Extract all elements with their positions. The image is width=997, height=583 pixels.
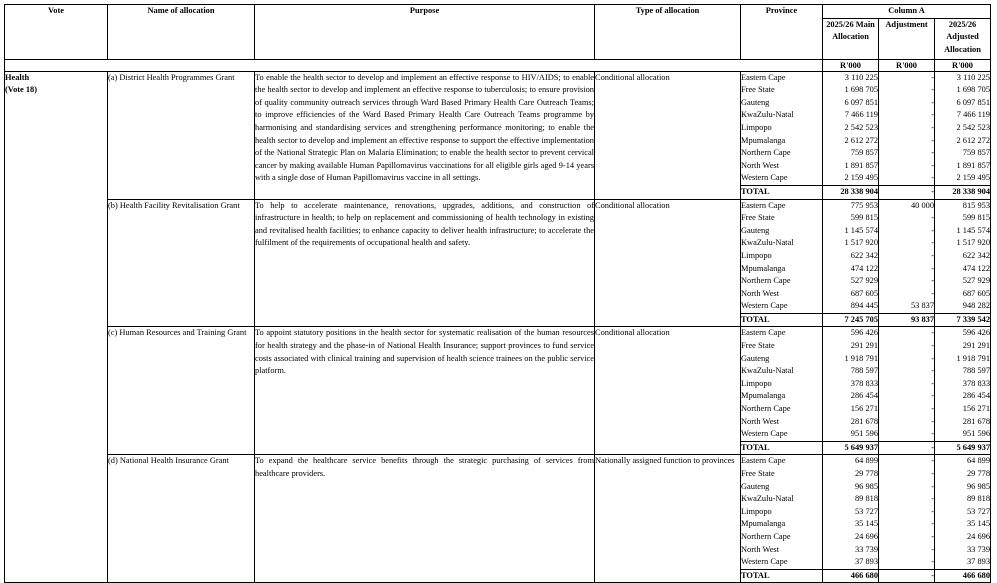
adjustment-value: 53 837	[879, 300, 935, 313]
adjustment-value: -	[879, 275, 935, 288]
adjusted-allocation-value: 687 605	[962, 288, 990, 298]
allocation-name: (c) Human Resources and Training Grant	[108, 327, 255, 455]
main-allocation-value: 775 953	[823, 199, 879, 212]
adjusted-allocation-value: 466 680	[935, 569, 991, 583]
province-name: TOTAL	[741, 185, 823, 199]
allocation-name: (b) Health Facility Revitalisation Grant	[108, 199, 255, 327]
province-name: Gauteng	[741, 481, 823, 494]
main-allocation-value: 281 678	[823, 416, 879, 429]
main-allocation-value: 291 291	[823, 340, 879, 353]
province-name: Gauteng	[741, 97, 823, 110]
adjustment-value: -	[879, 147, 935, 160]
adjustment-value: -	[879, 403, 935, 416]
adjustment-value: -	[879, 556, 935, 569]
adjusted-allocation-value: 29 778	[966, 469, 990, 478]
allocation-type: Conditional allocation	[595, 71, 741, 199]
adjustment-value: -	[879, 531, 935, 544]
adjusted-allocation-value: 3 110 225	[956, 72, 990, 82]
table-body	[5, 59, 991, 583]
adjusted-allocation-value: 1 517 920	[956, 238, 990, 248]
units-cell-vote	[5, 59, 108, 71]
main-allocation-value: 527 929	[823, 275, 879, 288]
allocation-type: Nationally assigned function to provinces	[595, 455, 741, 583]
adjustment-value: -	[879, 135, 935, 148]
main-allocation-value: 7 245 705	[823, 313, 879, 327]
header-column-a: Column A	[823, 5, 991, 19]
adjustment-value: -	[879, 468, 935, 481]
main-allocation-value: 6 097 851	[823, 97, 879, 110]
adjustment-value: -	[879, 250, 935, 263]
main-allocation-value: 37 893	[823, 556, 879, 569]
adjustment-value: -	[879, 97, 935, 110]
province-name: TOTAL	[741, 313, 823, 327]
adjustment-value: -	[879, 390, 935, 403]
adjustment-value: -	[879, 185, 935, 199]
adjusted-allocation-value: 788 597	[962, 366, 990, 376]
province-row	[5, 327, 991, 340]
adjustment-value: -	[879, 160, 935, 173]
adjustment-value: -	[879, 237, 935, 250]
main-allocation-value: 53 727	[823, 506, 879, 519]
province-name: Limpopo	[741, 122, 823, 135]
unit-adjustment: R'000	[879, 59, 935, 71]
main-allocation-value: 1 145 574	[823, 225, 879, 238]
adjusted-allocation-value: 1 145 574	[956, 225, 990, 235]
adjusted-allocation-value: 2 542 523	[956, 122, 990, 132]
province-name: North West	[741, 416, 823, 429]
province-name: Mpumalanga	[741, 263, 823, 276]
adjusted-allocation-value: 24 696	[966, 531, 990, 541]
header-main-allocation: 2025/26 Main Allocation	[823, 18, 879, 59]
main-allocation-value: 96 985	[823, 481, 879, 494]
province-name: Western Cape	[741, 428, 823, 441]
province-name: North West	[741, 288, 823, 301]
province-name: Northern Cape	[741, 403, 823, 416]
adjusted-allocation-value: 1 891 857	[956, 160, 990, 170]
province-name: Mpumalanga	[741, 390, 823, 403]
adjustment-value: -	[879, 544, 935, 557]
adjusted-allocation-value: 1 698 705	[956, 85, 990, 95]
province-name: Northern Cape	[741, 531, 823, 544]
province-name: Free State	[741, 212, 823, 225]
allocation-purpose: To appoint statutory positions in the health sector for systematic realisation of the human resources for health strategy and the phase-in of National Health Insurance; support provinces to fund service costs associated with clinical training and supervision of health science trainees on the public service platform.	[255, 327, 595, 455]
province-name: KwaZulu-Natal	[741, 109, 823, 122]
adjusted-allocation-value: 951 596	[962, 429, 990, 439]
province-name: Free State	[741, 340, 823, 353]
province-name: Eastern Cape	[741, 455, 823, 468]
main-allocation-value: 1 891 857	[823, 160, 879, 173]
province-name: KwaZulu-Natal	[741, 365, 823, 378]
adjusted-allocation-value: 599 815	[962, 213, 990, 223]
main-allocation-value: 1 517 920	[823, 237, 879, 250]
adjusted-allocation-value: 759 857	[962, 148, 990, 158]
adjusted-allocation-value: 35 145	[966, 519, 990, 529]
adjustment-value: -	[879, 416, 935, 429]
province-name: Limpopo	[741, 250, 823, 263]
adjustment-value: -	[879, 84, 935, 97]
units-cell-type	[595, 59, 741, 71]
adjustment-value: -	[879, 481, 935, 494]
province-name: Eastern Cape	[741, 327, 823, 340]
header-name-of-allocation: Name of allocation	[108, 5, 255, 60]
province-name: KwaZulu-Natal	[741, 493, 823, 506]
province-name: Limpopo	[741, 378, 823, 391]
adjusted-allocation-value: 281 678	[962, 416, 990, 426]
unit-main: R'000	[823, 59, 879, 71]
adjustment-value: -	[879, 109, 935, 122]
main-allocation-value: 466 680	[823, 569, 879, 583]
main-allocation-value: 474 122	[823, 263, 879, 276]
province-name: Free State	[741, 84, 823, 97]
province-name: Northern Cape	[741, 275, 823, 288]
main-allocation-value: 687 605	[823, 288, 879, 301]
adjusted-allocation-value: 37 893	[966, 557, 990, 567]
adjusted-allocation-value: 596 426	[962, 328, 990, 338]
main-allocation-value: 5 649 937	[823, 441, 879, 455]
adjustment-value: 40 000	[879, 199, 935, 212]
main-allocation-value: 622 342	[823, 250, 879, 263]
adjustment-value: -	[879, 340, 935, 353]
adjustment-value: -	[879, 71, 935, 84]
adjusted-allocation-value: 291 291	[962, 341, 990, 351]
province-name: TOTAL	[741, 441, 823, 455]
main-allocation-value: 64 899	[823, 455, 879, 468]
adjustment-value: -	[879, 172, 935, 185]
province-row	[5, 71, 991, 84]
province-name: Gauteng	[741, 353, 823, 366]
main-allocation-value: 1 698 705	[823, 84, 879, 97]
allocation-purpose: To enable the health sector to develop and implement an effective response to HIV/AIDS; to enable the health sector to develop and implement an effective response to tuberculosis; to ensure provision of quality community outreach services through Ward Based Primary Health Care Outreach Teams; to improve efficiencies of the Ward Based Primary Health Care Outreach Teams programme by harmonising and standardising services and strengthening performance monitoring; to enable the health sector to develop and implement an effective response to support the effective implementation of the National Strategic Plan on Malaria Elimination; to enable the health sector to prevent cervical cancer by making available Human Papillomavirus vaccinations for all eligible girls aged 9-14 years with a single dose of Human Papillomavirus vaccine in all settings.	[255, 71, 595, 199]
province-name: Limpopo	[741, 506, 823, 519]
adjustment-value: -	[879, 353, 935, 366]
adjusted-allocation-value: 156 271	[962, 404, 990, 414]
main-allocation-value: 286 454	[823, 390, 879, 403]
province-name: Free State	[741, 468, 823, 481]
adjustment-value: -	[879, 506, 935, 519]
units-cell-purpose	[255, 59, 595, 71]
main-allocation-value: 24 696	[823, 531, 879, 544]
adjustment-value: -	[879, 327, 935, 340]
adjusted-allocation-value: 815 953	[962, 200, 990, 210]
allocation-type: Conditional allocation	[595, 199, 741, 327]
adjusted-allocation-value: 96 985	[966, 481, 990, 491]
province-name: Mpumalanga	[741, 135, 823, 148]
main-allocation-value: 378 833	[823, 378, 879, 391]
header-adjustment: Adjustment	[879, 18, 935, 59]
adjustment-value: -	[879, 455, 935, 468]
main-allocation-value: 2 612 272	[823, 135, 879, 148]
adjustment-value: -	[879, 122, 935, 135]
vote-number: (Vote 18)	[5, 85, 38, 95]
allocation-type: Conditional allocation	[595, 327, 741, 455]
adjusted-allocation-value: 2 159 495	[956, 173, 990, 183]
vote-name: Health	[5, 72, 30, 82]
table-header	[5, 5, 991, 60]
province-name: Gauteng	[741, 225, 823, 238]
main-allocation-value: 951 596	[823, 428, 879, 441]
main-allocation-value: 33 739	[823, 544, 879, 557]
main-allocation-value: 599 815	[823, 212, 879, 225]
main-allocation-value: 28 338 904	[823, 185, 879, 199]
province-name: Western Cape	[741, 172, 823, 185]
province-row	[5, 199, 991, 212]
adjusted-allocation-value: 6 097 851	[956, 97, 990, 107]
adjusted-allocation-value: 2 612 272	[956, 135, 990, 145]
main-allocation-value: 7 466 119	[823, 109, 879, 122]
adjusted-allocation-value: 286 454	[962, 391, 990, 401]
allocation-purpose: To expand the healthcare service benefits through the strategic purchasing of services from healthcare providers.	[255, 455, 595, 583]
province-name: TOTAL	[741, 569, 823, 583]
allocation-table	[4, 4, 991, 583]
adjustment-value: -	[879, 225, 935, 238]
allocation-document	[4, 4, 990, 583]
main-allocation-value: 3 110 225	[823, 71, 879, 84]
adjusted-allocation-value: 53 727	[966, 506, 990, 516]
adjustment-value: -	[879, 263, 935, 276]
province-name: Northern Cape	[741, 147, 823, 160]
vote-cell	[5, 71, 108, 583]
adjusted-allocation-value: 378 833	[962, 378, 990, 388]
main-allocation-value: 788 597	[823, 365, 879, 378]
allocation-purpose: To help to accelerate maintenance, renovations, upgrades, additions, and construction of infrastructure in health; to help on replacement and commissioning of health technology in existing and revitalised health facilities; to enhance capacity to deliver health infrastructure; to accelerate the fulfilment of the requirements of occupational health and safety.	[255, 199, 595, 327]
province-name: Eastern Cape	[741, 199, 823, 212]
province-name: North West	[741, 160, 823, 173]
adjustment-value: 93 837	[879, 313, 935, 327]
adjusted-allocation-value: 64 899	[966, 456, 990, 466]
header-purpose: Purpose	[255, 5, 595, 60]
adjustment-value: -	[879, 493, 935, 506]
main-allocation-value: 596 426	[823, 327, 879, 340]
header-type-of-allocation: Type of allocation	[595, 5, 741, 60]
allocation-name: (a) District Health Programmes Grant	[108, 71, 255, 199]
province-name: North West	[741, 544, 823, 557]
units-cell-name	[108, 59, 255, 71]
adjusted-allocation-value: 33 739	[966, 544, 990, 554]
units-cell-province	[741, 59, 823, 71]
main-allocation-value: 35 145	[823, 518, 879, 531]
adjusted-allocation-value: 1 918 791	[956, 353, 990, 363]
adjusted-allocation-value: 474 122	[962, 263, 990, 273]
header-vote: Vote	[5, 5, 108, 60]
adjustment-value: -	[879, 441, 935, 455]
adjustment-value: -	[879, 378, 935, 391]
province-row	[5, 455, 991, 468]
province-name: Western Cape	[741, 300, 823, 313]
main-allocation-value: 759 857	[823, 147, 879, 160]
province-name: KwaZulu-Natal	[741, 237, 823, 250]
adjusted-allocation-value: 948 282	[962, 301, 990, 311]
adjustment-value: -	[879, 365, 935, 378]
adjusted-allocation-value: 7 466 119	[956, 110, 990, 120]
adjustment-value: -	[879, 212, 935, 225]
adjusted-allocation-value: 89 818	[966, 494, 990, 504]
province-name: Eastern Cape	[741, 71, 823, 84]
adjustment-value: -	[879, 428, 935, 441]
adjustment-value: -	[879, 569, 935, 583]
adjusted-allocation-value: 622 342	[962, 250, 990, 260]
main-allocation-value: 894 445	[823, 300, 879, 313]
main-allocation-value: 89 818	[823, 493, 879, 506]
province-name: Western Cape	[741, 556, 823, 569]
units-row	[5, 59, 991, 71]
main-allocation-value: 1 918 791	[823, 353, 879, 366]
header-province: Province	[741, 5, 823, 60]
allocation-name: (d) National Health Insurance Grant	[108, 455, 255, 583]
header-adjusted-allocation: 2025/26 Adjusted Allocation	[935, 18, 991, 59]
adjusted-allocation-value: 7 339 542	[935, 313, 991, 327]
unit-adjusted: R'000	[935, 59, 991, 71]
adjusted-allocation-value: 28 338 904	[935, 185, 991, 199]
main-allocation-value: 156 271	[823, 403, 879, 416]
adjusted-allocation-value: 5 649 937	[935, 441, 991, 455]
adjustment-value: -	[879, 518, 935, 531]
main-allocation-value: 2 159 495	[823, 172, 879, 185]
adjusted-allocation-value: 527 929	[962, 276, 990, 286]
main-allocation-value: 29 778	[823, 468, 879, 481]
main-allocation-value: 2 542 523	[823, 122, 879, 135]
adjustment-value: -	[879, 288, 935, 301]
province-name: Mpumalanga	[741, 518, 823, 531]
